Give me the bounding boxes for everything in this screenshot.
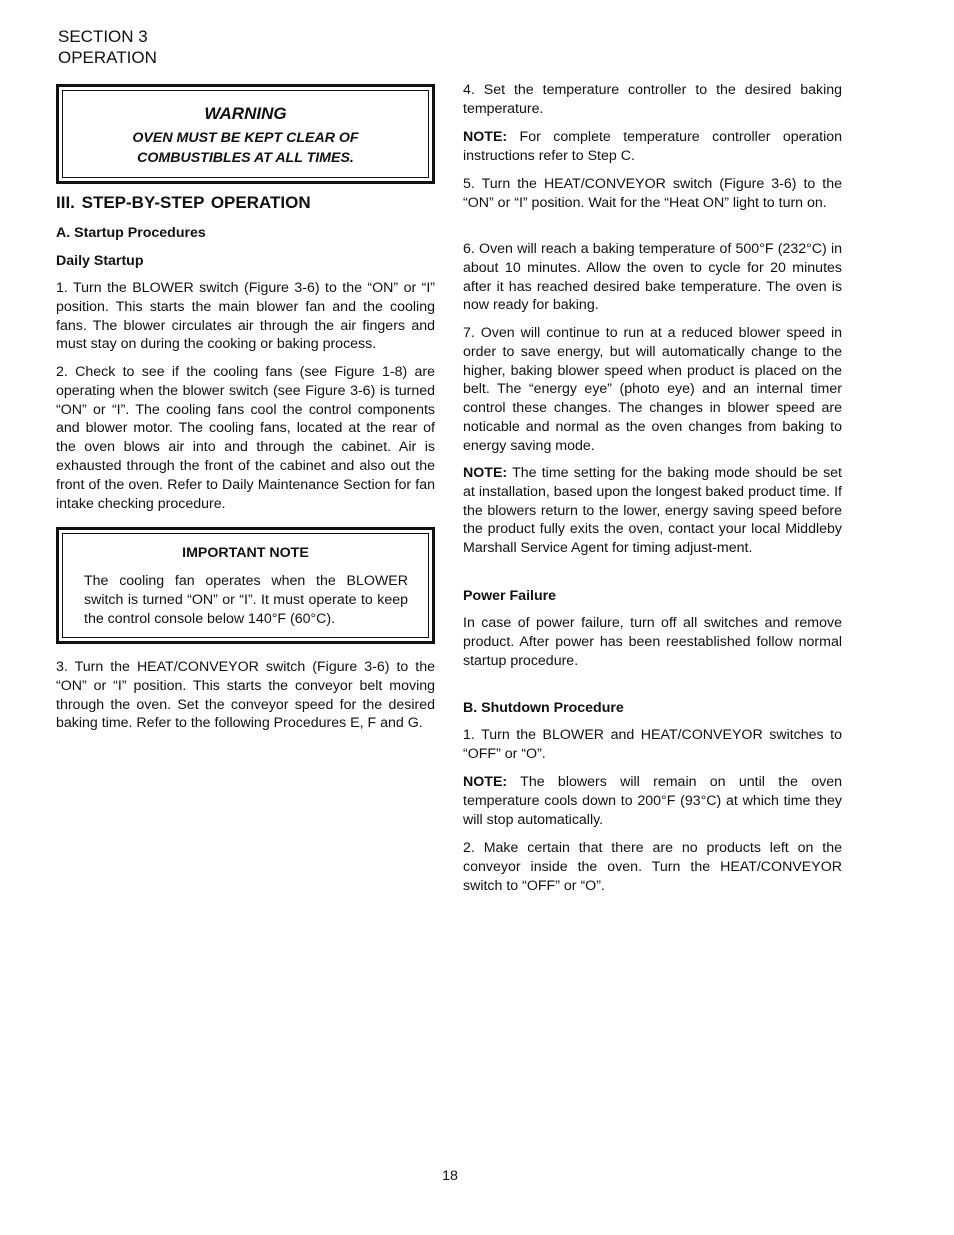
shutdown-heading: B. Shutdown Procedure [463,700,624,716]
warning-line-2: COMBUSTIBLES AT ALL TIMES. [137,149,354,166]
paragraph-step-7: 7. Oven will continue to run at a reduced blower speed in order to save energy, but will automatically change to the higher, baking blower speed when product is placed on the belt. The “energy eye” (photo eye) and an internal timer control these changes. The changes in blower speed are noticable and normal as the oven changes from baking to energy saving mode. [463,325,842,454]
important-note-title: IMPORTANT NOTE [182,545,309,561]
warning-box [56,84,435,184]
important-note-inner [62,533,429,638]
paragraph-step-5: 5. Turn the HEAT/CONVEYOR switch (Figure 3-6) to the “ON” or “I” position. Wait for the “Heat ON” light to turn on. [463,176,842,211]
important-note-text: The cooling fan operates when the BLOWER switch is turned “ON” or “I”. It must operate to keep the control console below 140°F (60°C). [84,573,408,628]
note-time-setting [463,464,842,558]
note-blowers [463,773,842,829]
power-failure-text: In case of power failure, turn off all switches and remove product. After power has been reestablished follow normal startup procedure. [463,615,842,669]
note-controller [463,128,842,166]
section-title: OPERATION [58,48,157,67]
note-label: NOTE: [463,465,508,481]
paragraph-step-6: 6. Oven will reach a baking temperature of 500°F (232°C) in about 10 minutes. Allow the oven to cycle for 20 minutes after it has reached desired bake temperature. The oven is now ready for baking. [463,241,842,314]
warning-box-inner [62,90,429,178]
paragraph-step-4: 4. Set the temperature controller to the desired baking temperature. [463,82,842,117]
important-note-box [56,527,435,644]
note-text: The time setting for the baking mode should be set at installation, based upon the longest baked product time. If the blowers return to the lower, energy saving speed before the product fully exits the oven, contact your local Middleby Marshall Service Agent for timing adjust-ment. [463,465,842,557]
startup-subheading: A. Startup Procedures [56,225,206,241]
daily-startup-heading: Daily Startup [56,253,144,269]
note-label: NOTE: [463,129,508,145]
note-text: The blowers will remain on until the oven temperature cools down to 200°F (93°C) at which time they will stop automatically. [463,774,842,828]
note-text: For complete temperature controller operation instructions refer to Step C. [463,129,842,164]
page-number: 18 [442,1168,458,1184]
left-heading: III. STEP-BY-STEP OPERATION [56,193,311,212]
paragraph-step-3: 3. Turn the HEAT/CONVEYOR switch (Figure 3-6) to the “ON” or “I” position. This starts the conveyor belt moving through the oven. Set the conveyor speed for the desired baking time. Refer to the following Procedures E, F and G. [56,659,435,732]
section-label: SECTION 3 [58,27,148,46]
warning-text [63,129,428,168]
section-header [58,26,157,68]
shutdown-step-2: 2. Make certain that there are no products left on the conveyor inside the oven. Turn the HEAT/CONVEYOR switch to “OFF” or “O”. [463,840,842,894]
shutdown-step-1: 1. Turn the BLOWER and HEAT/CONVEYOR switches to “OFF” or “O”. [463,727,842,762]
paragraph-step-2: 2. Check to see if the cooling fans (see Figure 1-8) are operating when the blower switch (see Figure 3-6) is turned “ON” or “I”. The cooling fans cool the control components and blower motor. The cooling fans, located at the rear of the oven blows air into and through the cabinet. Air is exhausted through the front of the cabinet and also out the front of the oven. Refer to Daily Maintenance Section for fan intake checking procedure. [56,364,435,512]
note-label: NOTE: [463,774,508,790]
warning-title: WARNING [204,104,287,123]
power-failure-heading: Power Failure [463,588,557,604]
warning-line-1: OVEN MUST BE KEPT CLEAR OF [132,130,359,146]
paragraph-step-1: 1. Turn the BLOWER switch (Figure 3-6) to the “ON” or “I” position. This starts the main blower fan and the cooling fans. The blower circulates air through the air fingers and must stay on during the cooking or baking process. [56,280,435,353]
